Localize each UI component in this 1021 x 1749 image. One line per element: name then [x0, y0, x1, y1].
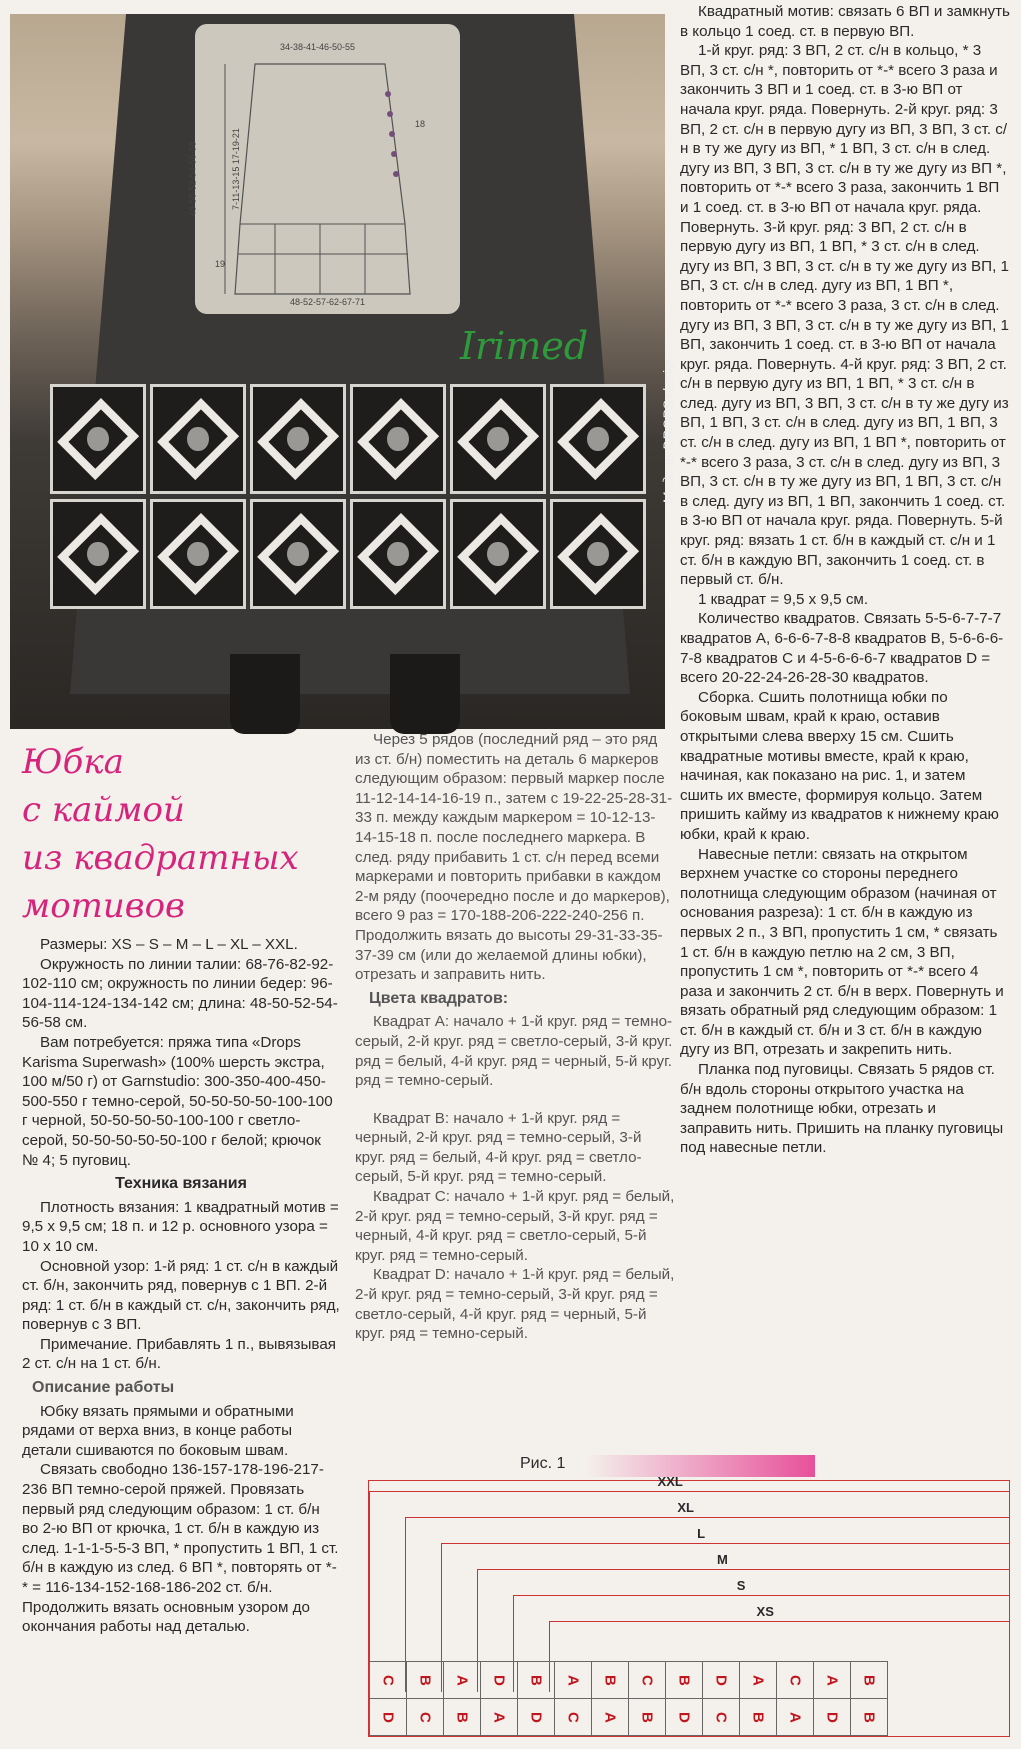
title-line: из квадратных [22, 838, 299, 878]
grid-cell: C [777, 1662, 814, 1699]
description-text: Связать свободно 136-157-178-196-217-236 ВП темно-серой пряжей. Провязать первый ряд следующим образом: 1 ст. б/н во 2-ю ВП от крючка, 1 ст. б/н в каждую из след. 1-1-1-5-5-3 ВП, * пропустить 1 ВП, 1 ст. б/н в каждую из след. 6 ВП *, повторять от *-* = 116-134-152-168-186-202 ст. б/н. Продолжить вязать основным узором до окончания работы над деталью. [22, 1461, 339, 1636]
schema-top-label: 34-38-41-46-50-55 [280, 42, 356, 52]
grid-cell: A [444, 1662, 481, 1699]
pattern-schema [187, 24, 460, 314]
grid-cell: B [518, 1662, 555, 1699]
title-line: Юбка [22, 742, 124, 782]
assembly-text: Сборка. Сшить полотнища юбки по боковым швам, край к краю, оставив открытыми слева вверху 15 см. Сшить квадратные мотивы вместе, край к краю, начиная, как показано на рис. 1, и затем сшить их вместе, формируя кольцо. Затем пришить кайму из квадратов к нижнему краю юбки, край к краю. [680, 688, 999, 843]
size-label: L [697, 1526, 706, 1541]
grid-cell: D [666, 1699, 703, 1736]
motif-square [350, 384, 446, 494]
title-line: с каймой [22, 790, 185, 830]
grid-cell: B [740, 1699, 777, 1736]
column-middle [355, 730, 675, 1344]
square-c-text: Квадрат С: начало + 1-й круг. ряд = белый, 2-й круг. ряд = темно-серый, 3-й круг. ряд = черный, 4-й круг. ряд = светло-серый, 5-й круг. ряд = темно-серый. [355, 1188, 675, 1264]
grid-cell: C [629, 1662, 666, 1699]
measures-text: Окружность по линии талии: 68-76-82-92-102-110 см; окружность по линии бедер: 96-104-114-124-134-142 см; длина: 48-50-52-54-56-58 см. [22, 955, 338, 1032]
figure-label-bar [585, 1455, 815, 1477]
grid-cell: B [851, 1662, 888, 1699]
grid-cell: D [481, 1662, 518, 1699]
figure-label: Рис. 1 [520, 1455, 566, 1472]
grid-cell: A [777, 1699, 814, 1736]
square-a-text: Квадрат А: начало + 1-й круг. ряд = темно-серый, 2-й круг. ряд = светло-серый, 3-й круг. ряд = белый, 4-й круг. ряд = черный, 5-й круг. ряд = темно-серый. [355, 1013, 673, 1090]
density-text: Плотность вязания: 1 квадратный мотив = 9,5 х 9,5 см; 18 п. и 12 р. основного узора = 10 х 10 см. [22, 1198, 339, 1255]
motif-square [250, 384, 346, 494]
motif-border [50, 384, 650, 684]
grid-cell: B [407, 1662, 444, 1699]
size-label: XS [756, 1604, 774, 1619]
grid-row [370, 1699, 888, 1736]
grid-cell: B [666, 1662, 703, 1699]
grid-cell: A [814, 1662, 851, 1699]
motif-square [150, 499, 246, 609]
grid-row [370, 1662, 888, 1699]
photo-credit: Модель DROPS design [660, 355, 676, 504]
grid-cell: D [703, 1662, 740, 1699]
note-text: Примечание. Прибавлять 1 п., вывязывая 2 ст. с/н на 1 ст. б/н. [22, 1335, 336, 1373]
technique-heading: Техника вязания [115, 1175, 247, 1193]
quantity-text: Количество квадратов. Связать 5-5-6-7-7-7 квадратов А, 6-6-6-7-8-8 квадратов В, 5-6-6-6-7-8 квадратов С и 4-5-6-6-6-7 квадратов D = всего 20-22-24-26-28-30 квадратов. [680, 610, 1004, 687]
grid-cell: D [814, 1699, 851, 1736]
grid-cell: D [518, 1699, 555, 1736]
size-label: XXL [657, 1474, 683, 1489]
square-grid [369, 1661, 888, 1736]
size-label: S [736, 1578, 746, 1593]
motif-square [450, 384, 546, 494]
article-title [22, 738, 342, 930]
markers-text: Через 5 рядов (последний ряд – это ряд из ст. б/н) поместить на деталь 6 маркеров следующим образом: первый маркер после 11-12-14-14-16-19 п., затем с 19-22-25-28-31-33 п. между каждым маркером = 10-12-13-14-15-18 п. после последнего маркера. В след. ряду прибавить 1 ст. с/н перед всеми маркерами и повторить прибавки в каждом 2-м ряду (поочередно после и до маркеров), всего 9 раз = 170-188-206-222-240-256 п. Продолжить вязать до высоты 29-31-33-35-37-39 см (или до желаемой длины юбки), отрезать и заправить нить. [355, 731, 673, 984]
skirt-photo [10, 14, 676, 729]
schema-inner-label: 7-11-13-15 17-19-21 [230, 128, 241, 210]
motif-square [550, 499, 646, 609]
grid-cell: C [407, 1699, 444, 1736]
grid-cell: A [592, 1699, 629, 1736]
motif-square [150, 384, 246, 494]
grid-cell: B [629, 1699, 666, 1736]
pattern-text: Основной узор: 1-й ряд: 1 ст. с/н в каждый ст. б/н, закончить ряд, повернув с 1 ВП. 2-й ряд: 1 ст. б/н в каждый ст. с/н, закончить ряд, повернув с 3 ВП. [22, 1257, 340, 1334]
motif-square [550, 384, 646, 494]
schema-side-label: 48-50-52-54-56-58 [187, 141, 198, 217]
schema-18: 18 [415, 119, 426, 129]
column-left [22, 935, 340, 1637]
grid-cell: B [592, 1662, 629, 1699]
one-square-text: 1 квадрат = 9,5 х 9,5 см. [698, 590, 869, 608]
square-d-text: Квадрат D: начало + 1-й круг. ряд = белый, 2-й круг. ряд = темно-серый, 3-й круг. ряд = светло-серый, 4-й круг. ряд = черный, 5-й круг. ряд = темно-серый. [355, 1266, 675, 1343]
motif-square [450, 499, 546, 609]
colors-heading: Цвета квадратов: [369, 989, 509, 1007]
grid-cell: C [555, 1699, 592, 1736]
placket-text: Планка под пуговицы. Связать 5 рядов ст. б/н вдоль стороны открытого участка на заднем полотнище юбки, отрезать и заправить нить. Пришить на планку пуговицы под навесные петли. [680, 1061, 1004, 1157]
grid-cell: B [851, 1699, 888, 1736]
schema-19: 19 [215, 259, 226, 269]
assembly-diagram [368, 1474, 1010, 1737]
motif-text: Квадратный мотив: связать 6 ВП и замкнуть в кольцо 1 соед. ст. в первую ВП. [680, 3, 1010, 40]
loops-text: Навесные петли: связать на открытом верхнем участке со стороны переднего полотнища следующим образом (начиная от основания разреза): 1 ст. б/н в каждую из первых 2 п., 3 ВП, пропустить 1 см, * связать 1 ст. б/н в каждую петлю на 2 см, 3 ВП, пропустить 1 см *, повторить от *-* всего 4 раза и закончить 2 ст. б/н в верх. Повернуть и вязать обратный ряд следующим образом: 1 ст. б/н в каждый ст. б/н и 3 ст. б/н в каждую дугу из ВП, отрезать и закрепить нить. [680, 845, 1004, 1059]
motif-square [250, 499, 346, 609]
grid-cell: C [703, 1699, 740, 1736]
sizes-text: Размеры: XS – S – M – L – XL – XXL. [40, 936, 298, 953]
leg [390, 654, 460, 734]
square-b-text: Квадрат В: начало + 1-й круг. ряд = черный, 2-й круг. ряд = темно-серый, 3-й круг. ряд = белый, 4-й круг. ряд = светло-серый, 5-й круг. ряд = темно-серый. [355, 1109, 642, 1186]
description-heading: Описание работы [32, 1379, 175, 1397]
grid-cell: C [370, 1662, 407, 1699]
grid-cell: A [555, 1662, 592, 1699]
materials-text: Вам потребуется: пряжа типа «Drops Karisma Superwash» (100% шерсть экстра, 100 м/50 г) от Garnstudio: 300-350-400-450-500-550 г темно-серой, 50-50-50-50-100-100 г черной, 50-50-50-50-100-100 г светло-серой, 50-50-50-50-50-100 г белой; крючок № 4; 5 пуговиц. [22, 1033, 333, 1169]
leg [230, 654, 300, 734]
schema-bottom-label: 48-52-57-62-67-71 [290, 297, 366, 307]
watermark: Irimed [460, 324, 589, 368]
rounds-text: 1-й круг. ряд: 3 ВП, 2 ст. с/н в кольцо, * 3 ВП, 3 ст. с/н *, повторить от *-* всего 3 раза и закончить 3 ВП и 1 соед. ст. в 3-ю ВП от начала круг. ряда. Повернуть. 2-й круг. ряд: 3 ВП, 2 ст. с/н в первую дугу из ВП, 3 ВП, 3 ст. с/н в ту же дугу из ВП, * 1 ВП, 3 ст. с/н в след. дугу из ВП, 3 ВП, 3 ст. с/н в ту же дугу из ВП *, повторить от *-* всего 3 раза, закончить 1 ВП и 1 соед. ст. в 3-ю ВП от начала круг. ряда. Повернуть. 3-й круг. ряд: 3 ВП, 2 ст. с/н в первую дугу из ВП, 1 ВП, * 3 ст. с/н в след. дугу из ВП, 3 ВП, 3 ст. с/н в ту же дугу из ВП, 1 ВП, 3 ст. с/н в след. дугу из ВП, 1 ВП *, повторить от *-* всего 3 раза, 3 ст. с/н в след. дугу из ВП, 3 ВП, 3 ст. с/н в ту же дугу из ВП, 1 ВП, закончить 1 соед. ст. в 3-ю ВП от начала круг. ряда. Повернуть. 4-й круг. ряд: 3 ВП, 2 ст. с/н в первую дугу из ВП, 1 ВП, * 3 ст. с/н в след. дугу из ВП, 3 ВП, 3 ст. с/н в ту же дугу из ВП, 1 ВП, 3 ст. с/н в след. дугу из ВП, 1 ВП, 3 ст. с/н в след. дугу из ВП, 1 ВП *, повторить от *-* всего 3 раза, 3 ст. с/н в след. дугу из ВП, 3 ВП, 3 ст. с/н в ту же дугу из ВП, 1 ВП, 3 ст. с/н в след. дугу из ВП, 1 ВП, закончить 1 соед. ст. в 3-ю ВП от начала круг. ряда. Повернуть. 5-й круг. ряд: вязать 1 ст. б/н в каждый ст. с/н и 1 ст. б/н в каждую ВП, закончить 1 соед. ст. в первый ст. б/н. [680, 42, 1009, 589]
motif-square [50, 499, 146, 609]
grid-cell: D [370, 1699, 407, 1736]
motif-square [50, 384, 146, 494]
grid-cell: A [481, 1699, 518, 1736]
title-line: мотивов [22, 886, 185, 926]
description-text: Юбку вязать прямыми и обратными рядами от верха вниз, в конце работы детали сшиваются по боковым швам. [22, 1402, 294, 1459]
grid-cell: B [444, 1699, 481, 1736]
size-label: M [716, 1552, 728, 1567]
size-label: XL [677, 1500, 694, 1515]
motif-square [350, 499, 446, 609]
grid-cell: A [740, 1662, 777, 1699]
column-right [680, 2, 1010, 1158]
